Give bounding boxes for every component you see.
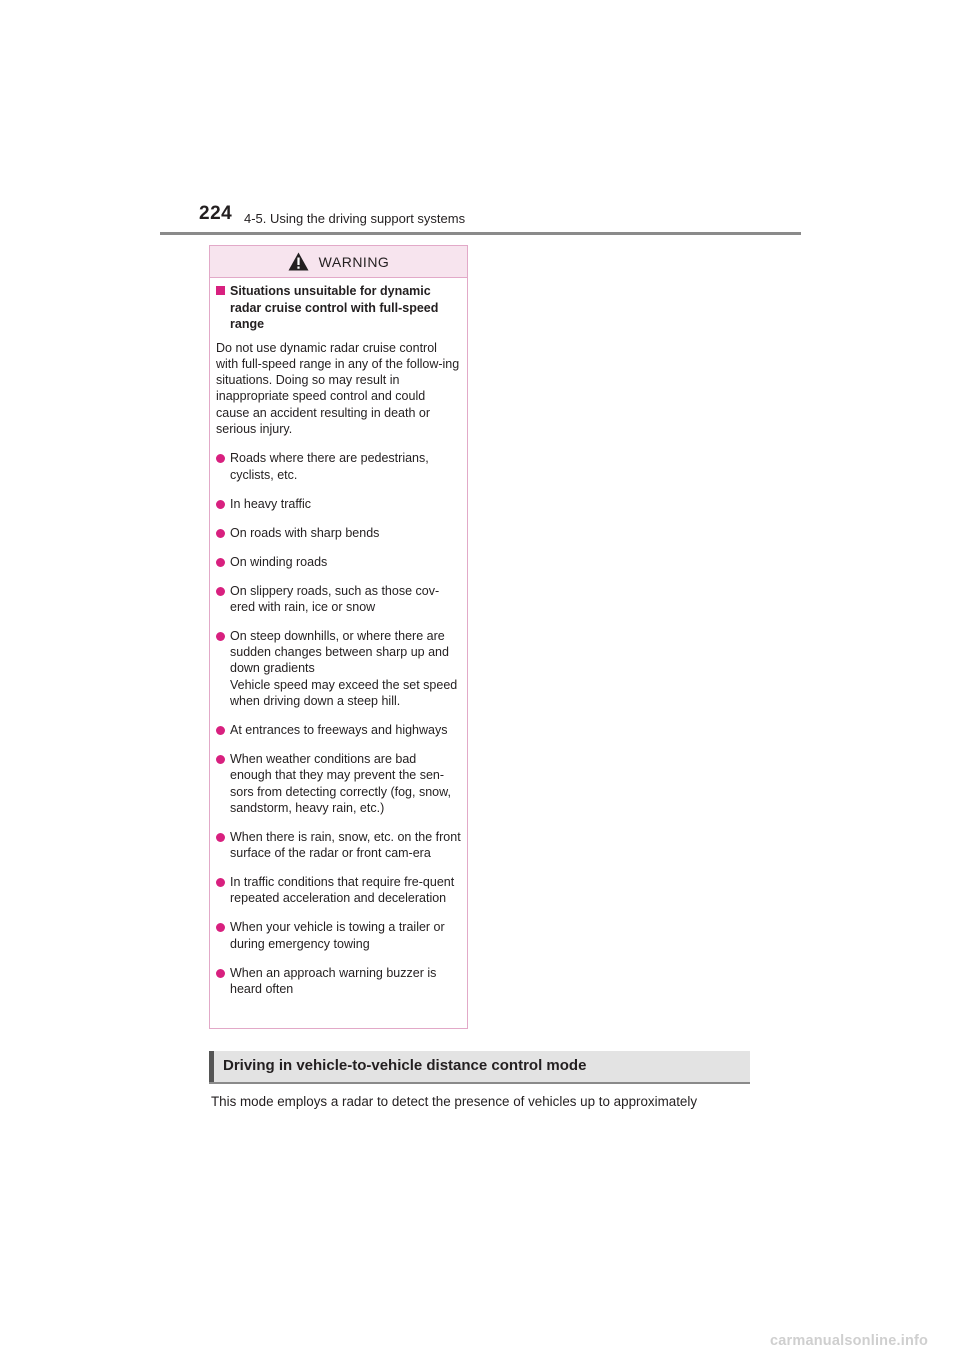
list-item [216, 751, 461, 816]
page-number: 224 [199, 203, 233, 224]
list-item [216, 496, 461, 512]
warning-box [209, 245, 468, 1029]
bullet-dot-icon [216, 558, 225, 567]
list-item [216, 554, 461, 570]
bullet-dot-icon [216, 878, 225, 887]
list-item-text: When your vehicle is towing a trailer or during emergency towing [230, 920, 445, 951]
list-item-text: When an approach warning buzzer is heard often [230, 965, 437, 996]
body-paragraph: This mode employs a radar to detect the presence of vehicles up to approximately [211, 1094, 698, 1109]
list-item [216, 525, 461, 541]
bullet-dot-icon [216, 500, 225, 509]
list-item-text: In traffic conditions that require fre-quent repeated acceleration and deceleration [230, 875, 455, 906]
section-heading-bar [209, 1051, 750, 1084]
list-item-text: On roads with sharp bends [230, 525, 380, 540]
list-item-text: On steep downhills, or where there are sudden changes between sharp up and down gradients Vehicle speed may exceed the set speed when driving down a steep hill. [230, 628, 458, 708]
section-heading: Driving in vehicle-to-vehicle distance control mode [223, 1057, 587, 1074]
heading-accent-bar [209, 1051, 214, 1082]
warning-body [210, 278, 467, 997]
watermark: carmanualsonline.info [770, 1333, 929, 1349]
list-item [216, 919, 461, 952]
list-item [216, 874, 461, 907]
list-item-text: In heavy traffic [230, 496, 312, 511]
list-item [216, 829, 461, 862]
warning-intro: Do not use dynamic radar cruise control with full-speed range in any of the follow-ing situations. Doing so may result in inappropriate speed control and could cause an accident resulting in death or serious injury. [216, 340, 460, 436]
square-bullet-icon [216, 286, 225, 295]
list-item-text: When weather conditions are bad enough that they may prevent the sen-sors from detecting correctly (fog, snow, sandstorm, heavy rain, etc.) [230, 751, 451, 815]
list-item-text: At entrances to freeways and highways [230, 722, 448, 737]
list-item-text: When there is rain, snow, etc. on the front surface of the radar or front cam-era [230, 829, 461, 861]
list-item [216, 583, 461, 616]
warning-triangle-icon [288, 252, 309, 271]
bullet-dot-icon [216, 833, 225, 842]
bullet-dot-icon [216, 529, 225, 538]
list-item-text: Roads where there are pedestrians, cyclists, etc. [230, 451, 429, 482]
warning-subheading-text: Situations unsuitable for dynamic radar cruise control with full-speed range [230, 284, 439, 331]
bullet-dot-icon [216, 632, 225, 641]
list-item [216, 965, 461, 998]
warning-subheading [216, 283, 461, 333]
bullet-dot-icon [216, 726, 225, 735]
list-item-text: On winding roads [230, 554, 328, 569]
list-item [216, 450, 461, 483]
bullet-dot-icon [216, 454, 225, 463]
list-item [216, 722, 461, 738]
list-item [216, 628, 461, 709]
bullet-dot-icon [216, 587, 225, 596]
list-item-text: On slippery roads, such as those cov-ered with rain, ice or snow [230, 583, 440, 614]
warning-header [210, 246, 467, 278]
header-rule [160, 232, 801, 235]
bullet-dot-icon [216, 969, 225, 978]
section-title: 4-5. Using the driving support systems [244, 211, 466, 226]
warning-label: WARNING [318, 253, 390, 270]
warning-list [216, 450, 461, 997]
bullet-dot-icon [216, 755, 225, 764]
bullet-dot-icon [216, 923, 225, 932]
